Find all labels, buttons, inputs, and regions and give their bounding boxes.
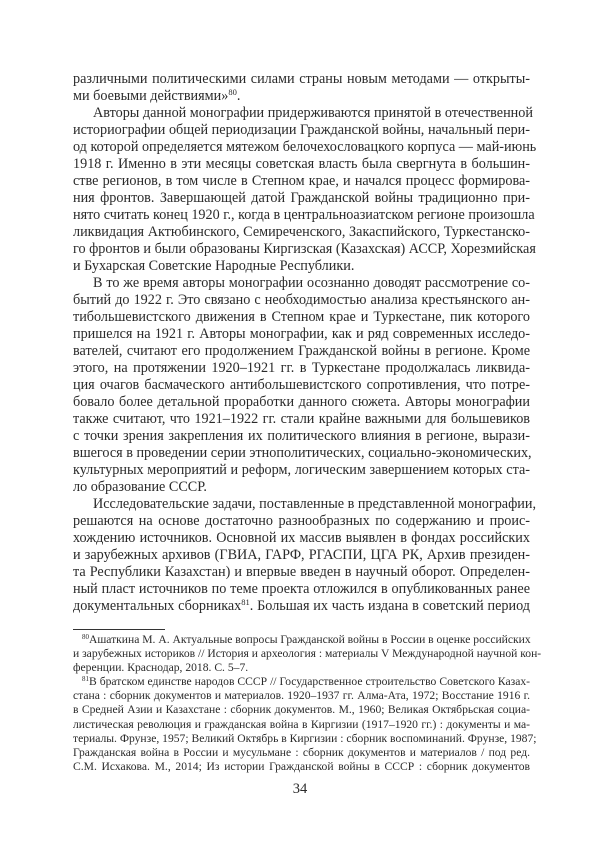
text-line — [73, 675, 530, 689]
line-text: листическая революция и гражданская война в Киргизии (1917–1920 гг.) : документы и ма- — [73, 717, 530, 731]
line-text: В братском единстве народов СССР // Государственное строительство Советского Казах- — [88, 675, 530, 689]
text-line — [73, 241, 536, 258]
text-line — [73, 190, 530, 207]
text-line — [73, 530, 530, 547]
footnote-reference: 81 — [241, 596, 250, 607]
line-text: ми боевыми действиями» — [73, 88, 229, 104]
page-number: 34 — [292, 781, 308, 797]
text-line — [73, 479, 530, 496]
text-line — [73, 496, 537, 513]
footnote-separator — [73, 629, 165, 630]
text-line — [73, 360, 530, 377]
line-text: в Средней Азии и Казахстане : сборник документов. М., 1960; Великая Октябрьская социа- — [73, 703, 530, 717]
line-text: В то же время авторы монографии осознанно доводят рассмотрение со- — [93, 275, 530, 291]
text-line — [73, 71, 530, 88]
text-line — [73, 598, 530, 615]
text-line — [73, 88, 530, 105]
paragraph — [73, 71, 530, 105]
footnote — [73, 632, 542, 675]
text-line — [73, 275, 530, 292]
line-text: пришелся на 1921 г. Авторы монографии, как и ряд современных исследо- — [73, 326, 530, 342]
text-line — [73, 224, 530, 241]
line-text: Гражданская война в России и мусульмане : сборник документов и материалов / под ред. — [73, 745, 530, 759]
text-line — [73, 564, 530, 581]
line-text: С.М. Исхакова. М., 2014; Из истории Гражданской войны в СССР : сборник документов — [73, 759, 530, 773]
line-text: стана : сборник документов и материалов. 1920–1937 гг. Алма-Ата, 1972; Восстание 1916 г. — [73, 689, 530, 703]
text-line — [73, 513, 530, 530]
paragraph — [73, 496, 537, 615]
text-line — [73, 428, 530, 445]
line-text: с точки зрения закрепления их политического влияния в регионе, вырази- — [73, 428, 530, 444]
line-text: и зарубежных историков // История и археология : материалы V Международной научной кон- — [73, 647, 542, 661]
line-text: Ашаткина М. А. Актуальные вопросы Гражданской войны в России в оценке российских — [88, 633, 531, 646]
text-line — [73, 309, 530, 326]
text-line — [73, 547, 530, 564]
text-line — [73, 156, 530, 173]
line-text: та Республики Казахстан) и впервые введен в научный оборот. Определен- — [73, 564, 530, 580]
line-text: хождению источников. Основной их массив выявлен в фондах российских — [73, 530, 530, 546]
line-text: Исследовательские задачи, поставленные в представленной монографии, — [93, 496, 537, 512]
text-line — [73, 731, 537, 746]
text-line — [73, 647, 542, 661]
text-line — [73, 718, 530, 732]
line-text: и зарубежных архивов (ГВИА, ГАРФ, РГАСПИ, ЦГА РК, Архив президен- — [73, 547, 530, 563]
text-line — [73, 760, 530, 774]
text-line — [73, 343, 530, 360]
line-text: нято считать конец 1920 г., когда в центральноазиатском регионе произошла — [73, 207, 535, 223]
text-line — [73, 122, 530, 139]
text-line — [73, 445, 530, 462]
paragraph — [73, 275, 530, 496]
line-text: ло образование СССР. — [73, 479, 207, 495]
line-text: . Большая их часть издана в советский период — [249, 598, 530, 614]
line-text: од которой определяется мятежом белочехословацкого корпуса — май-июнь — [73, 139, 537, 155]
text-line — [73, 394, 530, 411]
line-text: ция очагов басмаческого антибольшевистского сопротивления, что потре- — [73, 377, 530, 393]
line-text: тибольшевистского движения в Степном крае и Туркестане, пик которого — [73, 309, 530, 325]
text-line — [73, 292, 530, 309]
text-line — [73, 377, 530, 394]
line-text: териалы. Фрунзе, 1957; Великий Октябрь в Киргизии : сборник воспоминаний. Фрунзе, 1987; — [73, 731, 537, 745]
line-text: этого, на протяжении 1920–1921 гг. в Туркестане продолжалась ликвида- — [73, 360, 530, 376]
line-text: ный пласт источников по теме проекта отложился в опубликованных ранее — [73, 581, 530, 597]
line-text: также считают, что 1921–1922 гг. стали крайне важными для большевиков — [73, 411, 530, 427]
body-text — [73, 71, 537, 615]
text-line — [73, 207, 535, 224]
line-text: вателей, считают его продолжением Гражданской войны в регионе. Кроме — [73, 343, 530, 359]
text-line — [73, 173, 530, 190]
line-text: . — [236, 88, 241, 104]
text-line — [73, 746, 530, 760]
line-text: стве регионов, в том числе в Степном крае, и начался процесс формирова- — [73, 173, 530, 189]
text-line — [73, 462, 530, 479]
text-line — [73, 139, 537, 156]
text-line — [73, 581, 530, 598]
line-text: Авторы данной монографии придерживаются принятой в отечественной — [93, 105, 533, 121]
line-text: и Бухарская Советские Народные Республики. — [73, 258, 355, 274]
line-text: решаются на основе достаточно разнообразных по содержанию и проис- — [73, 513, 530, 529]
line-text: различными политическими силами страны новым методами — открыты- — [73, 71, 530, 87]
footnote-number: 80 — [82, 632, 89, 641]
line-text: ликвидация Актюбинского, Семиреченского, Закаспийского, Туркестанско- — [73, 224, 530, 240]
line-text: документальных сборниках — [73, 598, 242, 614]
text-line — [73, 326, 530, 343]
text-line — [73, 689, 530, 703]
line-text: ференции. Краснодар, 2018. С. 5–7. — [73, 661, 249, 675]
line-text: бовало более детальной проработки данного сюжета. Авторы монографии — [73, 394, 530, 410]
line-text: ния фронтов. Завершающей датой Гражданской войны традиционно при- — [73, 190, 530, 206]
text-line — [73, 258, 530, 275]
text-line — [73, 661, 530, 675]
text-line — [73, 633, 530, 647]
line-text: историографии общей периодизации Гражданской войны, начальный пери- — [73, 122, 530, 138]
line-text: культурных мероприятий и реформ, логическим завершением которых ста- — [73, 462, 530, 478]
line-text: бытий до 1922 г. Это связано с необходимостью анализа крестьянского ан- — [73, 292, 530, 308]
text-line — [73, 703, 530, 717]
text-line — [73, 411, 530, 428]
footnote-reference: 80 — [228, 86, 237, 97]
line-text: вшегося в проведении серии этнополитических, социально-экономических, — [73, 445, 532, 461]
line-text: 1918 г. Именно в эти месяцы советская власть была свергнута в большин- — [73, 156, 530, 172]
paragraph — [73, 105, 537, 275]
footnote — [73, 675, 537, 774]
footnotes — [73, 632, 542, 774]
line-text: го фронтов и были образованы Киргизская (Казахская) АССР, Хорезмийская — [73, 241, 536, 257]
text-line — [73, 105, 533, 122]
footnote-number: 81 — [82, 675, 89, 684]
